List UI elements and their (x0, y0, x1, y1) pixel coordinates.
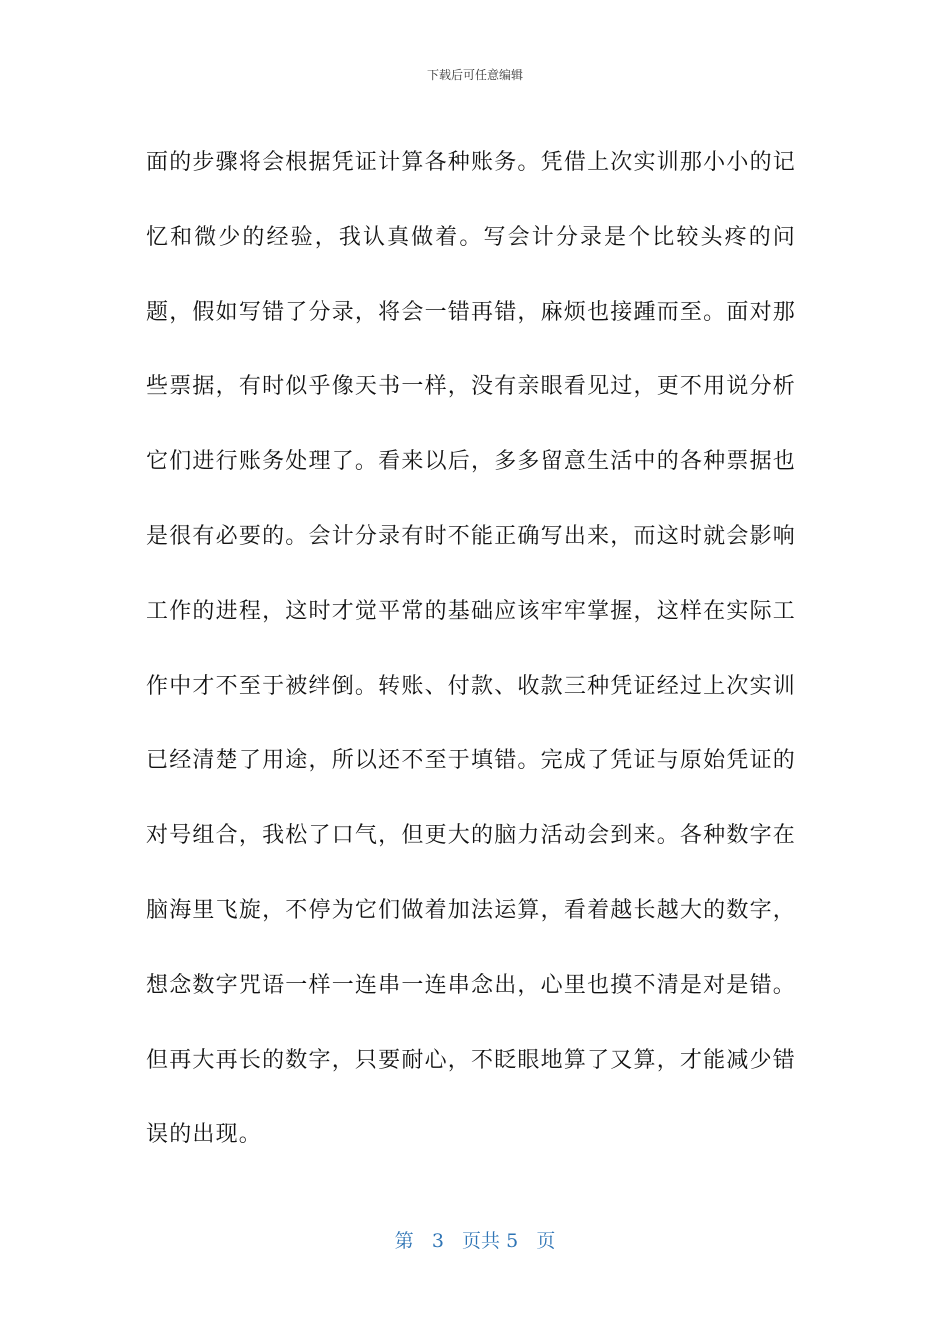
footer-prefix: 第 (394, 1230, 414, 1252)
footer-current-page: 3 (431, 1230, 444, 1252)
page-header: 下载后可任意编辑 (426, 68, 523, 82)
footer-suffix: 页 (536, 1230, 556, 1252)
body-paragraph: 面的步骤将会根据凭证计算各种账务。凭借上次实训那小小的记忆和微少的经验，我认真做着。写会计分录是个比较头疼的问题，假如写错了分录，将会一错再错，麻烦也接踵而至。面对那些票据，有时似乎像天书一样，没有亲眼看见过，更不用说分析它们进行账务处理了。看来以后，多多留意生活中的各种票据也是很有必要的。会计分录有时不能正确写出来，而这时就会影响工作的进程，这时才觉平常的基础应该牢牢掌握，这样在实际工作中才不至于被绊倒。转账、付款、收款三种凭证经过上次实训已经清楚了用途，所以还不至于填错。完成了凭证与原始凭证的对号组合，我松了口气，但更大的脑力活动会到来。各种数字在脑海里飞旋，不停为它们做着加法运算，看着越长越大的数字，想念数字咒语一样一连串一连串念出，心里也摸不清是对是错。但再大再长的数字，只要耐心，不眨眼地算了又算，才能减少错误的出现。 (146, 150, 796, 1148)
footer-total-pages: 5 (506, 1230, 519, 1252)
page-footer (0, 1226, 950, 1253)
footer-middle: 页共 (462, 1230, 501, 1252)
